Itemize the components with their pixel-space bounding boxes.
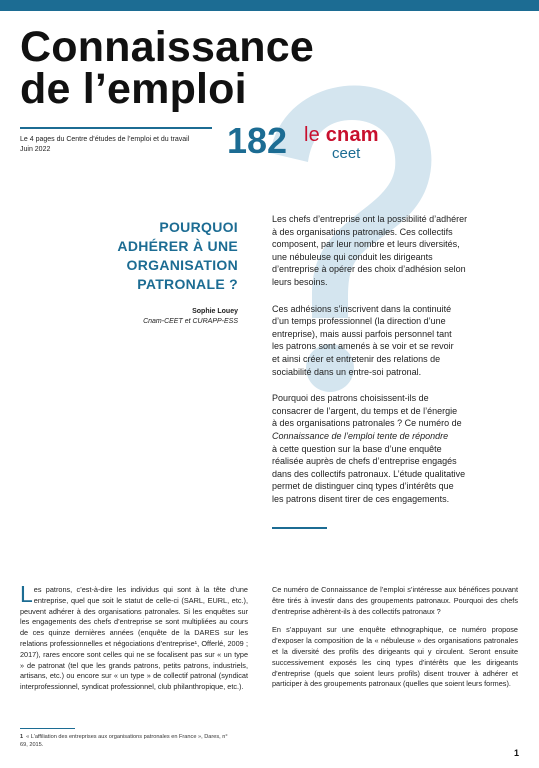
footnote-rule: [20, 728, 75, 729]
intro-line: et ainsi créer et entretenir des relations de: [272, 353, 441, 364]
intro-line: entreprise), mais aussi parfois personnel tant: [272, 328, 452, 339]
heading-line: ADHÉRER À UNE: [117, 238, 238, 254]
intro-paragraph-1: [272, 213, 522, 289]
intro-line: sociabilité dans un entre-soi patronal.: [272, 366, 422, 377]
intro-line: Connaissance de l’emploi tente de répondre: [272, 430, 449, 441]
intro-line: Ces adhésions s’inscrivent dans la continuité: [272, 303, 452, 314]
intro-line: dans des collectifs patronaux. L’étude qualitative: [272, 468, 466, 479]
heading-line: PATRONALE ?: [137, 276, 238, 292]
intro-line: Les chefs d’entreprise ont la possibilité d’adhérer: [272, 214, 468, 224]
intro-line: les patrons sont amenés à se voir et se revoir: [272, 341, 454, 352]
body-column-right: [272, 585, 518, 698]
section-divider: [272, 527, 327, 529]
logo-prefix: le: [304, 124, 326, 146]
publication-subtitle: [20, 135, 225, 155]
intro-line: réalisée auprès de chefs d’entreprise engagés: [272, 456, 457, 467]
body-text: es patrons, c’est-à-dire les individus qui sont à la tête d’une entreprise, quel que soit le statut de celle-ci (SARL, EURL, etc.), peuvent adhérer à des organisations patronales. Si les enquêtes sur les engagements des chefs d’entreprise se sont multipliées au cours de ces quinze dernières années (enquête de la DARES sur les relations professionnelles et négociations d’entreprise¹, Offerlé, 2009 ; 2017), rares encore sont celles qui ne se focalisent pas sur « un type » de patronat (tel que les grands patrons, petits patrons, industriels, artisans, etc.) ou encore sur « un type » de collectif patronal (syndicat interprofessionnel, syndicat professionnel, club philanthropique, etc.).: [20, 585, 248, 692]
body-column-left: [20, 581, 248, 701]
page-number: 1: [514, 748, 520, 758]
intro-line: leurs besoins.: [272, 276, 328, 287]
footnote-text: « L’affiliation des entreprises aux organisations patronales en France », Dares, n° 69, 2015.: [20, 734, 228, 748]
drop-cap: L: [20, 581, 33, 607]
top-color-bar: [0, 0, 539, 11]
subtitle-line-1: Le 4 pages du Centre d’études de l’emploi et du travail: [20, 136, 190, 143]
intro-paragraph-3: [272, 392, 522, 505]
intro-line: d’un temps professionnel (la direction d’une: [272, 316, 446, 327]
intro-line: consacrer de l’argent, du temps et de l’énergie: [272, 405, 458, 416]
body-paragraph: Ce numéro de Connaissance de l’emploi s’intéresse aux bénéfices pouvant être tirés à investir dans des groupements patronaux. Pourquoi des chefs d’entreprise adhèrent-ils à des collectifs patronaux ?: [272, 585, 518, 616]
intro-line: une nébuleuse qui conduit les dirigeants: [272, 251, 433, 262]
issue-number: 182: [227, 120, 288, 161]
heading-line: ORGANISATION: [126, 257, 238, 273]
header-rule: [20, 127, 212, 129]
cnam-ceet-logo: [304, 124, 404, 162]
body-paragraph: [20, 581, 248, 693]
intro-line: les patrons disent tirer de ces engagements.: [272, 493, 450, 504]
title-line-1: Connaissance: [20, 23, 314, 71]
heading-line: POURQUOI: [159, 219, 238, 235]
intro-line: composent, par leur nombre et leurs diversités,: [272, 239, 460, 250]
article-heading: [60, 218, 238, 294]
intro-line: à cette question sur la base d’une enquête: [272, 443, 442, 454]
intro-line: d’entreprise à opérer des choix d’adhésion selon: [272, 264, 466, 275]
footnote: [20, 734, 235, 749]
intro-summary: [272, 213, 522, 519]
author-block: [100, 307, 238, 327]
intro-line: à des organisations patronales. Ces collectifs: [272, 226, 453, 237]
intro-paragraph-2: [272, 303, 522, 379]
logo-cnam-word: cnam: [325, 124, 379, 146]
subtitle-date: Juin 2022: [20, 146, 51, 153]
logo-ceet: ceet: [332, 145, 361, 162]
intro-line: permet de distinguer cinq types d’intérêts que: [272, 481, 454, 492]
logo-cnam: [304, 124, 404, 146]
body-paragraph: En s’appuyant sur une enquête ethnographique, ce numéro propose d’exposer la composition de la « nébuleuse » des organisations patronales et la diversité des profils des dirigeants qui y circulent. Seront ensuite successivement exposés les cinq types d’intérêts que les dirigeants d’entreprise (quels que soient leurs profils) disent trouver à adhérer et participer à des groupements patronaux (quelles que soient leurs formes).: [272, 625, 518, 689]
author-affiliation: Cnam-CEET et CURAPP-ESS: [143, 318, 238, 325]
intro-line: Pourquoi des patrons choisissent-ils de: [272, 393, 429, 404]
publication-title: [20, 23, 520, 113]
author-name: Sophie Louey: [192, 308, 238, 315]
footnote-number: 1: [20, 734, 24, 740]
title-line-2: de l’emploi: [20, 65, 247, 113]
intro-line: à des organisations patronales ? Ce numéro de: [272, 418, 462, 429]
